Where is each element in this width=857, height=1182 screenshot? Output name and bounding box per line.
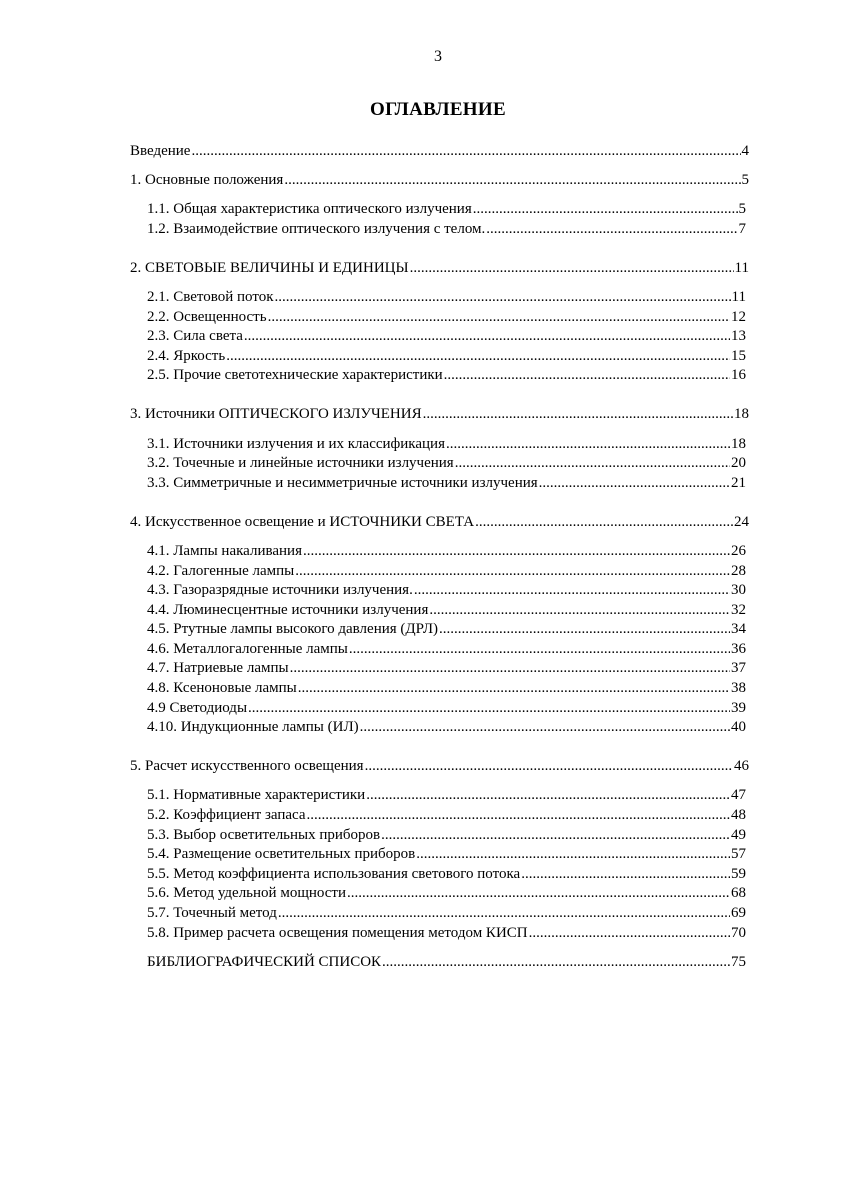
toc-entry-label: 2.3. Сила света xyxy=(147,328,243,345)
toc-entry-4-4[interactable] xyxy=(0,601,857,621)
dot-leader xyxy=(429,601,730,621)
toc-entry-label: 1.2. Взаимодействие оптического излучения с телом. xyxy=(147,220,486,237)
toc-entry-bibliography[interactable] xyxy=(0,953,857,973)
toc-entry-4-2[interactable] xyxy=(0,562,857,582)
dot-leader xyxy=(303,542,730,562)
dot-leader xyxy=(410,259,734,279)
toc-entry-label: 5.2. Коэффициент запаса xyxy=(147,807,306,824)
dot-leader xyxy=(360,718,730,738)
toc-entry-label: 2.1. Световой поток xyxy=(147,288,274,305)
toc-entry-page: 4 xyxy=(741,143,749,159)
toc-entry-4-7[interactable] xyxy=(0,659,857,679)
dot-leader xyxy=(284,171,740,191)
toc-entry-label: 5.3. Выбор осветительных приборов xyxy=(147,826,381,843)
dot-leader xyxy=(439,620,730,640)
page-number: 3 xyxy=(434,48,442,65)
dot-leader xyxy=(248,699,730,719)
toc-entry-label: 5.7. Точечный метод xyxy=(147,905,277,921)
toc-entry-3-2[interactable] xyxy=(0,454,857,474)
toc-entry-page: 11 xyxy=(734,259,749,276)
toc-entry-page: 37 xyxy=(731,660,746,677)
toc-entry-label: 1. Основные положения xyxy=(130,172,284,189)
dot-leader xyxy=(416,845,730,865)
toc-entry-page: 32 xyxy=(731,601,746,618)
dot-leader xyxy=(366,786,730,806)
toc-entry-label: 4.9 Светодиоды xyxy=(147,699,248,716)
toc-entry-1-2[interactable] xyxy=(0,220,857,240)
toc-entry-4-8[interactable] xyxy=(0,679,857,699)
toc-entry-page: 15 xyxy=(731,347,746,364)
toc-entry-label: 4.6. Металлогалогенные лампы xyxy=(147,640,348,657)
toc-entry-page: 68 xyxy=(731,885,746,902)
dot-leader xyxy=(381,826,730,846)
toc-entry-page: 20 xyxy=(731,455,746,472)
toc-entry-page: 18 xyxy=(731,435,746,452)
toc-entry-page: 59 xyxy=(731,865,746,882)
toc-entry-page: 11 xyxy=(731,288,746,305)
toc-entry-4-3[interactable] xyxy=(0,581,857,601)
toc-entry-5-2[interactable] xyxy=(0,806,857,826)
toc-entry-page: 46 xyxy=(734,758,749,775)
toc-entry-2-4[interactable] xyxy=(0,347,857,367)
toc-entry-label: 3.1. Источники излучения и их классификация xyxy=(147,435,445,452)
dot-leader xyxy=(444,366,730,386)
toc-entry-label: 4.2. Галогенные лампы xyxy=(147,562,295,579)
dot-leader xyxy=(275,288,731,308)
toc-entry-section-5[interactable] xyxy=(0,757,857,777)
toc-entry-label: БИБЛИОГРАФИЧЕСКИЙ СПИСОК xyxy=(147,953,382,970)
toc-entry-page: 47 xyxy=(731,787,746,804)
toc-entry-5-4[interactable] xyxy=(0,845,857,865)
toc-entry-page: 70 xyxy=(731,924,746,941)
toc-entry-section-3[interactable] xyxy=(0,405,857,425)
dot-leader xyxy=(473,200,738,220)
dot-leader xyxy=(298,679,730,699)
toc-entry-label: 4. Искусственное освещение и ИСТОЧНИКИ СВЕТА xyxy=(130,513,475,530)
toc-entry-label: 5.5. Метод коэффициента использования светового потока xyxy=(147,865,521,882)
dot-leader xyxy=(486,220,737,240)
toc-entry-label: 3. Источники ОПТИЧЕСКОГО ИЗЛУЧЕНИЯ xyxy=(130,406,422,423)
dot-leader xyxy=(295,562,730,582)
toc-entry-label: 4.10. Индукционные лампы (ИЛ) xyxy=(147,719,359,736)
toc-entry-page: 26 xyxy=(731,542,746,559)
toc-entry-label: 4.5. Ртутные лампы высокого давления (ДРЛ) xyxy=(147,621,439,638)
toc-entry-2-2[interactable] xyxy=(0,308,857,328)
toc-entry-label: 5. Расчет искусственного освещения xyxy=(130,758,364,775)
toc-entry-label: 3.2. Точечные и линейные источники излучения xyxy=(147,455,454,472)
toc-entry-label: 4.8. Ксеноновые лампы xyxy=(147,680,297,697)
toc-entry-page: 36 xyxy=(731,640,746,657)
toc-entry-page: 75 xyxy=(731,953,746,970)
dot-leader xyxy=(521,865,730,885)
dot-leader xyxy=(307,806,730,826)
toc-entry-4-1[interactable] xyxy=(0,542,857,562)
dot-leader xyxy=(455,454,730,474)
toc-entry-4-10[interactable] xyxy=(0,718,857,738)
dot-leader xyxy=(539,474,730,494)
toc-entry-5-8[interactable] xyxy=(0,924,857,944)
toc-entry-introduction[interactable] xyxy=(0,142,857,162)
toc-entry-label: 5.4. Размещение осветительных приборов xyxy=(147,846,416,863)
toc-entry-label: 2.5. Прочие светотехнические характеристики xyxy=(147,367,443,384)
toc-entry-label: 4.4. Люминесцентные источники излучения xyxy=(147,601,429,618)
toc-entry-label: 4.7. Натриевые лампы xyxy=(147,660,289,677)
toc-entry-5-1[interactable] xyxy=(0,786,857,806)
toc-entry-page: 49 xyxy=(731,826,746,843)
toc-entry-page: 21 xyxy=(731,474,746,491)
dot-leader xyxy=(244,327,730,347)
dot-leader xyxy=(268,308,730,328)
toc-entry-5-6[interactable] xyxy=(0,884,857,904)
dot-leader xyxy=(382,953,730,973)
dot-leader xyxy=(414,581,730,601)
toc-entry-label: Введение xyxy=(130,143,191,159)
dot-leader xyxy=(226,347,730,367)
toc-entry-label: 4.3. Газоразрядные источники излучения. xyxy=(147,582,413,599)
toc-entry-page: 13 xyxy=(731,328,746,345)
toc-entry-page: 40 xyxy=(731,719,746,736)
toc-entry-label: 4.1. Лампы накаливания xyxy=(147,542,302,559)
toc-entry-5-7[interactable] xyxy=(0,904,857,924)
toc-entry-label: 5.6. Метод удельной мощности xyxy=(147,885,347,902)
toc-entry-2-1[interactable] xyxy=(0,288,857,308)
toc-entry-1-1[interactable] xyxy=(0,200,857,220)
dot-leader xyxy=(446,435,730,455)
table-of-contents xyxy=(0,142,857,972)
toc-entry-5-5[interactable] xyxy=(0,865,857,885)
dot-leader xyxy=(290,659,730,679)
toc-entry-2-5[interactable] xyxy=(0,366,857,386)
toc-entry-label: 2.2. Освещенность xyxy=(147,308,267,325)
toc-entry-page: 7 xyxy=(738,220,746,237)
toc-entry-4-9[interactable] xyxy=(0,699,857,719)
toc-entry-page: 12 xyxy=(731,308,746,325)
toc-entry-page: 16 xyxy=(731,367,746,384)
toc-entry-3-3[interactable] xyxy=(0,474,857,494)
toc-entry-section-2[interactable] xyxy=(0,259,857,279)
toc-entry-label: 3.3. Симметричные и несимметричные источники излучения xyxy=(147,474,538,491)
toc-entry-page: 24 xyxy=(734,513,749,530)
toc-entry-section-1[interactable] xyxy=(0,171,857,191)
toc-entry-label: 5.1. Нормативные характеристики xyxy=(147,787,366,804)
toc-entry-label: 5.8. Пример расчета освещения помещения методом КИСП xyxy=(147,924,528,941)
toc-title: ОГЛАВЛЕНИЕ xyxy=(370,99,506,120)
toc-entry-page: 48 xyxy=(731,807,746,824)
dot-leader xyxy=(347,884,730,904)
toc-entry-4-6[interactable] xyxy=(0,640,857,660)
toc-entry-page: 57 xyxy=(731,846,746,863)
dot-leader xyxy=(529,924,730,944)
dot-leader xyxy=(278,904,730,924)
dot-leader xyxy=(349,640,730,660)
toc-entry-4-5[interactable] xyxy=(0,620,857,640)
toc-entry-section-4[interactable] xyxy=(0,513,857,533)
toc-entry-label: 2. СВЕТОВЫЕ ВЕЛИЧИНЫ И ЕДИНИЦЫ xyxy=(130,259,409,276)
dot-leader xyxy=(191,142,740,162)
toc-entry-page: 69 xyxy=(731,905,746,921)
toc-entry-page: 5 xyxy=(738,201,746,218)
toc-entry-page: 5 xyxy=(741,172,749,189)
toc-entry-label: 2.4. Яркость xyxy=(147,347,226,364)
toc-entry-3-1[interactable] xyxy=(0,435,857,455)
toc-entry-page: 30 xyxy=(731,582,746,599)
toc-entry-page: 28 xyxy=(731,562,746,579)
toc-entry-label: 1.1. Общая характеристика оптического излучения xyxy=(147,201,472,218)
toc-entry-page: 18 xyxy=(734,406,749,423)
toc-entry-page: 34 xyxy=(731,621,746,638)
dot-leader xyxy=(475,513,733,533)
toc-entry-page: 38 xyxy=(731,680,746,697)
dot-leader xyxy=(423,405,733,425)
toc-entry-2-3[interactable] xyxy=(0,327,857,347)
toc-entry-5-3[interactable] xyxy=(0,826,857,846)
dot-leader xyxy=(365,757,733,777)
toc-entry-page: 39 xyxy=(731,699,746,716)
